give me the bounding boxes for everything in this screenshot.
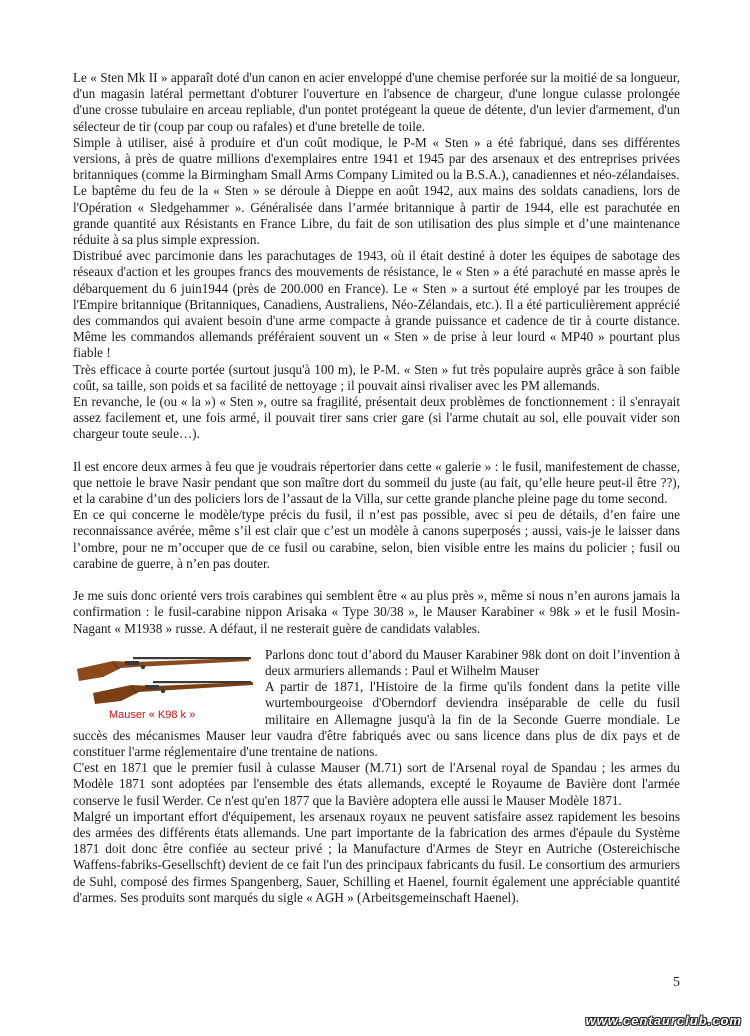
rifle-figure <box>73 647 253 725</box>
paragraph: Simple à utiliser, aisé à produire et d'un coût modique, le P-M « Sten » a été fabriqué, dans ses différentes versions, à près de quatre millions d'exemplaires entre 1941 et 1945 par des arsenaux et des entreprises privées britanniques (comme la Birmingham Small Arms Company Limited ou la B.S.A.), canadiennes et néo-zélandaises. <box>73 134 680 183</box>
spacer <box>73 443 680 459</box>
text-block-sten <box>73 70 680 443</box>
paragraph: Le baptême du feu de la « Sten » se déroule à Dieppe en août 1942, aux mains des soldats canadiens, lors de l'Opération « Sledgehammer ». Généralisée dans l’armée britannique à partir de 1944, elle est parachutée en grande quantité aux Résistants en France Libre, du fait de son utilisation des plus simple et d’une maintenance réduite à sa plus simple expression. <box>73 183 680 248</box>
paragraph: Le « Sten Mk II » apparaît doté d'un canon en acier enveloppé d'une chemise perforée sur la moitié de sa longueur, d'un magasin latéral permettant d'obturer l'ouverture en l'absence de chargeur, d'une longue culasse prolongée d'une crosse tubulaire en arceau repliable, d'un pontet protégeant la queue de détente, d'un levier d'armement, d'un sélecteur de tir (coup par coup ou rafales) et d'une bretelle de toile. <box>73 70 680 134</box>
paragraph: Malgré un important effort d'équipement, les arsenaux royaux ne peuvent satisfaire assez rapidement les besoins des armées des différents états allemands. Une part importante de la fabrication des armes d'épaule du Système 1871 doit donc être confiée au secteur privé ; la Manufacture d'Armes de Steyr en Autriche (Ostereichische Waffens-fabriks-Gesellschft) devient de ce fait l'un des principaux fabricants du fusil. Le consortium des armuriers de Suhl, composé des firmes Spangenberg, Sauer, Schilling et Haenel, fournit également une appréciable quantité d'armes. Ses produits sont marqués du sigle « AGH » (Arbeitsgemeinschaft Haenel). <box>73 808 680 905</box>
site-watermark: www.centaurclub.com <box>585 1013 742 1028</box>
paragraph: En revanche, le (ou « la ») « Sten », outre sa fragilité, présentait deux problèmes de fonctionnement : il s'enrayait assez facilement et, une fois armé, il pouvait tirer sans crier gare (si l'arme chutait au sol, elle pouvait vider son chargeur toute seule…). <box>73 394 680 442</box>
figure-caption: Mauser « K98 k » <box>109 708 196 721</box>
text-block-carabines <box>73 588 680 637</box>
rifle-icon <box>73 647 253 709</box>
paragraph: A partir de 1871, l'Histoire de la firme qu'ils fondent dans la petite ville wurtembourgeoise d'Oberndorf deviendra inséparable de celle du fusil militaire en Allemagne jusqu'à la fin de la Seconde Guerre mondiale. Le succès des mécanismes Mauser leur vaudra d'être fabriqués avec ou sans licence dans plus de dix pays et de constituer l'arme réglementaire d'une trentaine de nations. <box>73 679 680 759</box>
paragraph: Très efficace à courte portée (surtout jusqu'à 100 m), le P-M. « Sten » fut très populaire auprès grâce à son faible coût, sa taille, son poids et sa facilité de nettoyage ; il pouvait ainsi rivaliser avec les PM allemands. <box>73 361 680 393</box>
paragraph: Il est encore deux armes à feu que je voudrais répertorier dans cette « galerie » : le fusil, manifestement de chasse, que nettoie le brave Nasir pendant que son maître dort du sommeil du juste (au fait, qu’elle heure peut-il être ??), et la carabine d’un des policiers lors de l’assaut de la Villa, sur cette grande planche pleine page du tome second. <box>73 458 680 507</box>
spacer <box>73 572 680 588</box>
paragraph: Je me suis donc orienté vers trois carabines qui semblent être « au plus près », même si nous n’en aurons jamais la confirmation : le fusil-carabine nippon Arisaka « Type 30/38 », le Mauser Karabiner « 98k » et le fusil Mosin-Nagant « M1938 » russe. A défaut, il ne resterait guère de candidats valables. <box>73 588 680 636</box>
paragraph: C'est en 1871 que le premier fusil à culasse Mauser (M.71) sort de l'Arsenal royal de Spandau ; les armes du Modèle 1871 sont adoptées par l'ensemble des états allemands, excepté le Royaume de Bavière dont l'armée conserve le fusil Werder. Ce n'est qu'en 1877 que la Bavière adoptera elle aussi le Mauser Modèle 1871. <box>73 760 680 808</box>
text-block-fusil <box>73 459 680 572</box>
text-block-mauser <box>73 647 680 906</box>
page-number: 5 <box>673 975 680 990</box>
paragraph: Distribué avec parcimonie dans les parachutages de 1943, où il était destiné à doter les équipes de sabotage des réseaux d'action et les groupes francs des mouvements de résistance, le « Sten » a été parachuté en masse après le débarquement du 6 juin1944 (près de 200.000 en France). Le « Sten » a surtout été employé par les troupes de l'Empire britannique (Britanniques, Canadiens, Australiens, Néo-Zélandais, etc.). Il a été particulièrement apprécié des commandos qui avaient besoin d'une arme compacte à grande puissance et cadence de tir à courte distance. Même les commandos allemands préféraient souvent un « Sten » de prise à leur lourd « MP40 » pourtant plus fiable ! <box>73 248 680 361</box>
paragraph: Parlons donc tout d’abord du Mauser Karabiner 98k dont on doit l’invention à deux armuriers allemands : Paul et Wilhelm Mauser <box>265 646 680 678</box>
page-body <box>73 70 680 906</box>
paragraph: En ce qui concerne le modèle/type précis du fusil, il n’est pas possible, avec si peu de détails, d’en faire une reconnaissance avérée, même s’il est clair que c’est un modèle à canons superposés ; aussi, vais-je le laisser dans l’ombre, pour ne m’occuper que de ce fusil ou carabine, selon, bien visible entre les mains du policier ; fusil ou carabine de guerre, à n’en pas douter. <box>73 507 680 571</box>
